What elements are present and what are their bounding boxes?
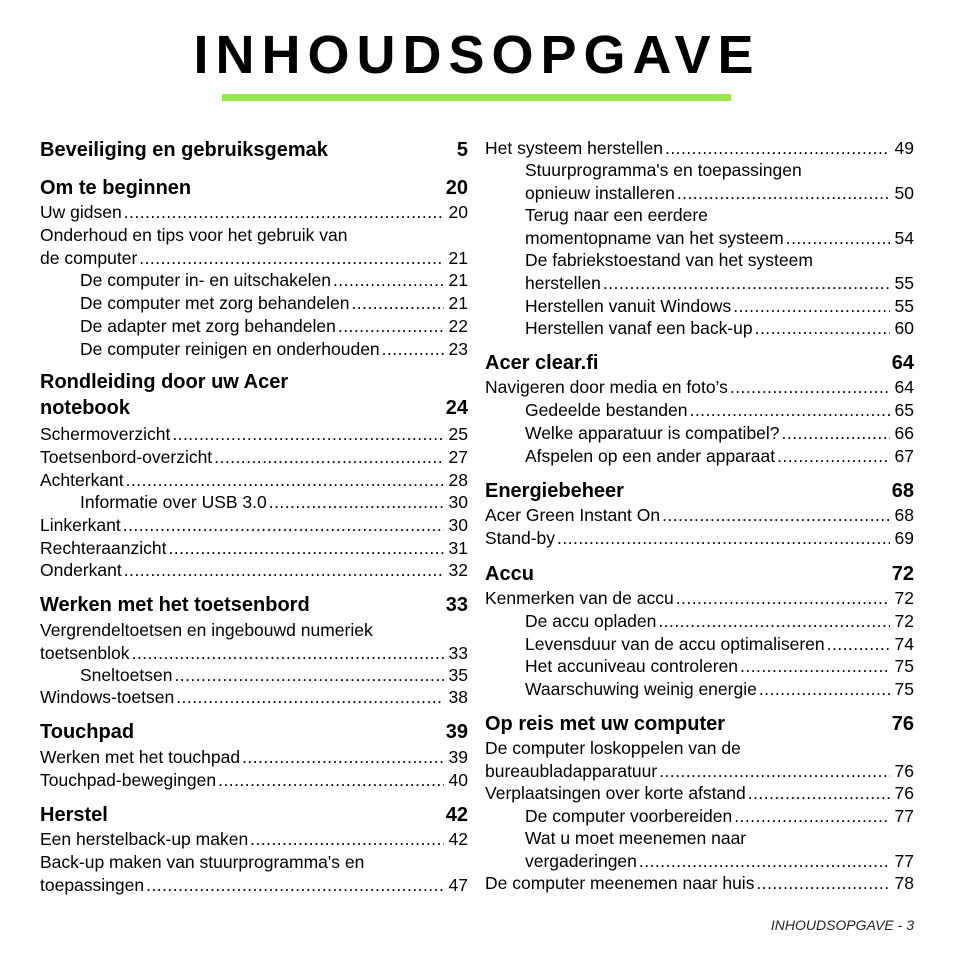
toc-subentry[interactable] xyxy=(525,655,914,678)
toc-entry[interactable] xyxy=(40,619,468,664)
toc-entry[interactable] xyxy=(485,137,914,160)
entry-page-number: 39 xyxy=(448,747,468,767)
entry-text: Stand-by xyxy=(485,528,556,548)
dot-leader xyxy=(382,338,444,361)
entry-text: Toetsenbord-overzicht xyxy=(40,447,213,467)
entry-page-number: 50 xyxy=(894,182,914,203)
entry-page-number: 23 xyxy=(448,339,468,359)
entry-text: Stuurprogramma's en toepassingen xyxy=(525,160,802,180)
dot-leader xyxy=(351,292,444,315)
entry-text: Herstellen vanaf een back-up xyxy=(525,318,753,338)
dot-leader xyxy=(740,655,890,678)
toc-section-heading[interactable] xyxy=(40,592,468,618)
entry-page-number: 31 xyxy=(448,538,468,558)
dot-leader xyxy=(250,828,444,851)
toc-subentry[interactable] xyxy=(80,338,468,361)
dot-leader xyxy=(132,642,444,665)
entry-page-number: 27 xyxy=(448,447,468,467)
entry-text: Achterkant xyxy=(40,470,124,490)
entry-text: opnieuw installeren xyxy=(525,182,675,203)
toc-entry[interactable] xyxy=(40,851,468,896)
entry-page-number: 76 xyxy=(894,783,914,803)
entry-text: Rechteraanzicht xyxy=(40,538,167,558)
toc-section-heading[interactable] xyxy=(485,478,914,504)
entry-text: Terug naar een eerdere xyxy=(525,205,708,225)
section-page-number: 76 xyxy=(891,713,914,735)
toc-subentry[interactable] xyxy=(80,315,468,338)
dot-leader xyxy=(786,227,890,250)
entry-page-number: 32 xyxy=(448,560,468,580)
entry-text: Touchpad-bewegingen xyxy=(40,770,217,790)
entry-text: Navigeren door media en foto’s xyxy=(485,377,728,397)
toc-entry[interactable] xyxy=(485,737,914,782)
toc-entry[interactable] xyxy=(40,224,468,269)
entry-text: herstellen xyxy=(525,272,601,293)
entry-text: Sneltoetsen xyxy=(80,665,173,685)
section-title: Herstel xyxy=(40,804,108,826)
toc-entry[interactable] xyxy=(40,514,468,537)
dot-leader xyxy=(690,399,891,422)
section-title: Op reis met uw computer xyxy=(485,713,726,735)
section-title: Accu xyxy=(485,563,534,585)
dot-leader xyxy=(734,805,890,828)
section-page-number: 39 xyxy=(445,721,468,743)
toc-subentry[interactable] xyxy=(525,422,914,445)
toc-entry[interactable] xyxy=(40,686,468,709)
entry-text: De computer reinigen en onderhouden xyxy=(80,339,380,359)
dot-leader xyxy=(176,686,444,709)
dot-leader xyxy=(214,446,444,469)
toc-entry[interactable] xyxy=(40,469,468,492)
toc-subentry[interactable] xyxy=(525,204,914,249)
toc-entry[interactable] xyxy=(485,782,914,805)
dot-leader xyxy=(676,587,890,610)
toc-entry[interactable] xyxy=(40,537,468,560)
dot-leader xyxy=(733,295,890,318)
section-title: Werken met het toetsenbord xyxy=(40,594,310,616)
entry-text: De computer meenemen naar huis xyxy=(485,873,755,893)
entry-page-number: 76 xyxy=(894,760,914,781)
dot-leader xyxy=(659,760,890,783)
entry-text: vergaderingen xyxy=(525,850,637,871)
entry-text: Acer Green Instant On xyxy=(485,505,661,525)
toc-subentry[interactable] xyxy=(80,269,468,292)
toc-subentry[interactable] xyxy=(525,805,914,828)
entry-text: Herstellen vanuit Windows xyxy=(525,296,732,316)
toc-entry[interactable] xyxy=(40,446,468,469)
toc-entry[interactable] xyxy=(40,746,468,769)
entry-page-number: 75 xyxy=(894,656,914,676)
entry-page-number: 64 xyxy=(894,377,914,397)
entry-text: Welke apparatuur is compatibel? xyxy=(525,423,780,443)
toc-subentry[interactable] xyxy=(525,633,914,656)
toc-entry[interactable] xyxy=(485,872,914,895)
entry-page-number: 69 xyxy=(894,528,914,548)
dot-leader xyxy=(748,782,890,805)
dot-leader xyxy=(662,504,890,527)
section-page-number: 68 xyxy=(891,480,914,502)
entry-page-number: 42 xyxy=(448,829,468,849)
dot-leader xyxy=(756,872,890,895)
entry-text: momentopname van het systeem xyxy=(525,227,784,248)
entry-page-number: 60 xyxy=(894,318,914,338)
entry-text: Linkerkant xyxy=(40,515,121,535)
dot-leader xyxy=(124,559,444,582)
entry-page-number: 67 xyxy=(894,446,914,466)
toc-entry[interactable] xyxy=(40,559,468,582)
toc-entry[interactable] xyxy=(40,423,468,446)
entry-text: Onderkant xyxy=(40,560,122,580)
entry-page-number: 21 xyxy=(448,293,468,313)
entry-page-number: 55 xyxy=(894,272,914,293)
toc-entry[interactable] xyxy=(485,527,914,550)
dot-leader xyxy=(124,201,444,224)
entry-text: Het systeem herstellen xyxy=(485,138,663,158)
entry-page-number: 20 xyxy=(448,202,468,222)
section-title: Rondleiding door uw Acer xyxy=(40,371,289,393)
entry-page-number: 28 xyxy=(448,470,468,490)
section-title: Acer clear.fi xyxy=(485,352,599,374)
dot-leader xyxy=(730,376,890,399)
entry-page-number: 38 xyxy=(448,687,468,707)
dot-leader xyxy=(639,850,890,873)
toc-section-heading[interactable] xyxy=(40,369,468,421)
entry-text: De computer in- en uitschakelen xyxy=(80,270,331,290)
entry-text: bureaubladapparatuur xyxy=(485,760,658,781)
entry-page-number: 55 xyxy=(894,296,914,316)
entry-page-number: 65 xyxy=(894,400,914,420)
section-title: Energiebeheer xyxy=(485,480,624,502)
dot-leader xyxy=(759,678,890,701)
toc-entry[interactable] xyxy=(485,587,914,610)
entry-page-number: 30 xyxy=(448,515,468,535)
entry-text: Kenmerken van de accu xyxy=(485,588,674,608)
section-page-number: 64 xyxy=(891,352,914,374)
entry-text: Onderhoud en tips voor het gebruik van xyxy=(40,225,348,245)
entry-text: Verplaatsingen over korte afstand xyxy=(485,783,746,803)
dot-leader xyxy=(123,514,444,537)
entry-page-number: 22 xyxy=(448,316,468,336)
toc-subentry[interactable] xyxy=(80,491,468,514)
dot-leader xyxy=(677,182,890,205)
toc-section-heading[interactable] xyxy=(485,350,914,376)
entry-text: De fabriekstoestand van het systeem xyxy=(525,250,813,270)
toc-subentry[interactable] xyxy=(525,678,914,701)
toc-section-heading[interactable] xyxy=(40,137,468,163)
toc-section-heading[interactable] xyxy=(40,719,468,745)
entry-page-number: 77 xyxy=(894,850,914,871)
title-underline xyxy=(222,94,731,101)
entry-page-number: 68 xyxy=(894,505,914,525)
entry-text: Waarschuwing weinig energie xyxy=(525,679,757,699)
toc-subentry[interactable] xyxy=(525,249,914,294)
dot-leader xyxy=(782,422,890,445)
entry-text: Een herstelback-up maken xyxy=(40,829,249,849)
toc-subentry[interactable] xyxy=(525,610,914,633)
entry-text: Wat u moet meenemen naar xyxy=(525,828,747,848)
toc-section-heading[interactable] xyxy=(485,561,914,587)
entry-text: De computer met zorg behandelen xyxy=(80,293,350,313)
entry-page-number: 40 xyxy=(448,770,468,790)
toc-subentry[interactable] xyxy=(525,827,914,872)
entry-text: De computer loskoppelen van de xyxy=(485,738,741,758)
dot-leader xyxy=(777,445,890,468)
dot-leader xyxy=(557,527,890,550)
entry-page-number: 77 xyxy=(894,806,914,826)
entry-page-number: 78 xyxy=(894,873,914,893)
dot-leader xyxy=(333,269,444,292)
dot-leader xyxy=(665,137,890,160)
entry-text: toepassingen xyxy=(40,874,145,895)
toc-subentry[interactable] xyxy=(525,159,914,204)
toc-entry[interactable] xyxy=(40,201,468,224)
toc-subentry[interactable] xyxy=(525,445,914,468)
entry-text: Levensduur van de accu optimaliseren xyxy=(525,634,825,654)
toc-entry[interactable] xyxy=(40,828,468,851)
entry-page-number: 49 xyxy=(894,138,914,158)
entry-page-number: 47 xyxy=(448,874,468,895)
dot-leader xyxy=(174,664,444,687)
dot-leader xyxy=(242,746,444,769)
entry-text: De accu opladen xyxy=(525,611,657,631)
entry-text: toetsenblok xyxy=(40,642,130,663)
entry-page-number: 66 xyxy=(894,423,914,443)
section-page-number: 33 xyxy=(445,594,468,616)
section-title: notebook xyxy=(40,397,130,419)
section-page-number: 20 xyxy=(445,177,468,199)
toc-subentry[interactable] xyxy=(525,317,914,340)
entry-text: Afspelen op een ander apparaat xyxy=(525,446,776,466)
entry-text: Gedeelde bestanden xyxy=(525,400,688,420)
section-title: Beveiliging en gebruiksgemak xyxy=(40,139,328,161)
entry-page-number: 21 xyxy=(448,247,468,268)
dot-leader xyxy=(139,247,444,270)
entry-text: Back-up maken van stuurprogramma's en xyxy=(40,852,365,872)
toc-subentry[interactable] xyxy=(525,399,914,422)
dot-leader xyxy=(168,537,444,560)
section-title: Touchpad xyxy=(40,721,135,743)
toc-entry[interactable] xyxy=(485,376,914,399)
section-page-number: 24 xyxy=(445,397,468,419)
entry-page-number: 21 xyxy=(448,270,468,290)
entry-page-number: 54 xyxy=(894,227,914,248)
dot-leader xyxy=(603,272,890,295)
dot-leader xyxy=(146,874,444,897)
dot-leader xyxy=(827,633,890,656)
entry-text: Vergrendeltoetsen en ingebouwd numeriek xyxy=(40,620,373,640)
entry-text: Werken met het touchpad xyxy=(40,747,241,767)
toc-subentry[interactable] xyxy=(80,292,468,315)
dot-leader xyxy=(755,317,890,340)
section-page-number: 5 xyxy=(456,139,468,161)
entry-text: De computer voorbereiden xyxy=(525,806,733,826)
entry-page-number: 72 xyxy=(894,588,914,608)
toc-section-heading[interactable] xyxy=(40,175,468,201)
entry-page-number: 30 xyxy=(448,492,468,512)
entry-page-number: 72 xyxy=(894,611,914,631)
entry-page-number: 35 xyxy=(448,665,468,685)
dot-leader xyxy=(126,469,444,492)
entry-text: de computer xyxy=(40,247,138,268)
entry-page-number: 25 xyxy=(448,424,468,444)
entry-text: Informatie over USB 3.0 xyxy=(80,492,267,512)
entry-text: Schermoverzicht xyxy=(40,424,171,444)
entry-text: De adapter met zorg behandelen xyxy=(80,316,336,336)
section-title: Om te beginnen xyxy=(40,177,192,199)
section-page-number: 42 xyxy=(445,804,468,826)
dot-leader xyxy=(172,423,444,446)
entry-text: Windows-toetsen xyxy=(40,687,175,707)
page-footer: INHOUDSOPGAVE - 3 xyxy=(770,917,914,933)
toc-subentry[interactable] xyxy=(80,664,468,687)
entry-page-number: 33 xyxy=(448,642,468,663)
entry-page-number: 74 xyxy=(894,634,914,654)
entry-text: Het accuniveau controleren xyxy=(525,656,739,676)
dot-leader xyxy=(658,610,890,633)
toc-entry[interactable] xyxy=(40,769,468,792)
toc-section-heading[interactable] xyxy=(485,711,914,737)
toc-section-heading[interactable] xyxy=(40,802,468,828)
toc-entry[interactable] xyxy=(485,504,914,527)
dot-leader xyxy=(269,491,444,514)
dot-leader xyxy=(338,315,444,338)
toc-subentry[interactable] xyxy=(525,295,914,318)
entry-text: Uw gidsen xyxy=(40,202,122,222)
page-title: INHOUDSOPGAVE xyxy=(193,25,761,85)
entry-page-number: 75 xyxy=(894,679,914,699)
section-page-number: 72 xyxy=(891,563,914,585)
dot-leader xyxy=(218,769,444,792)
